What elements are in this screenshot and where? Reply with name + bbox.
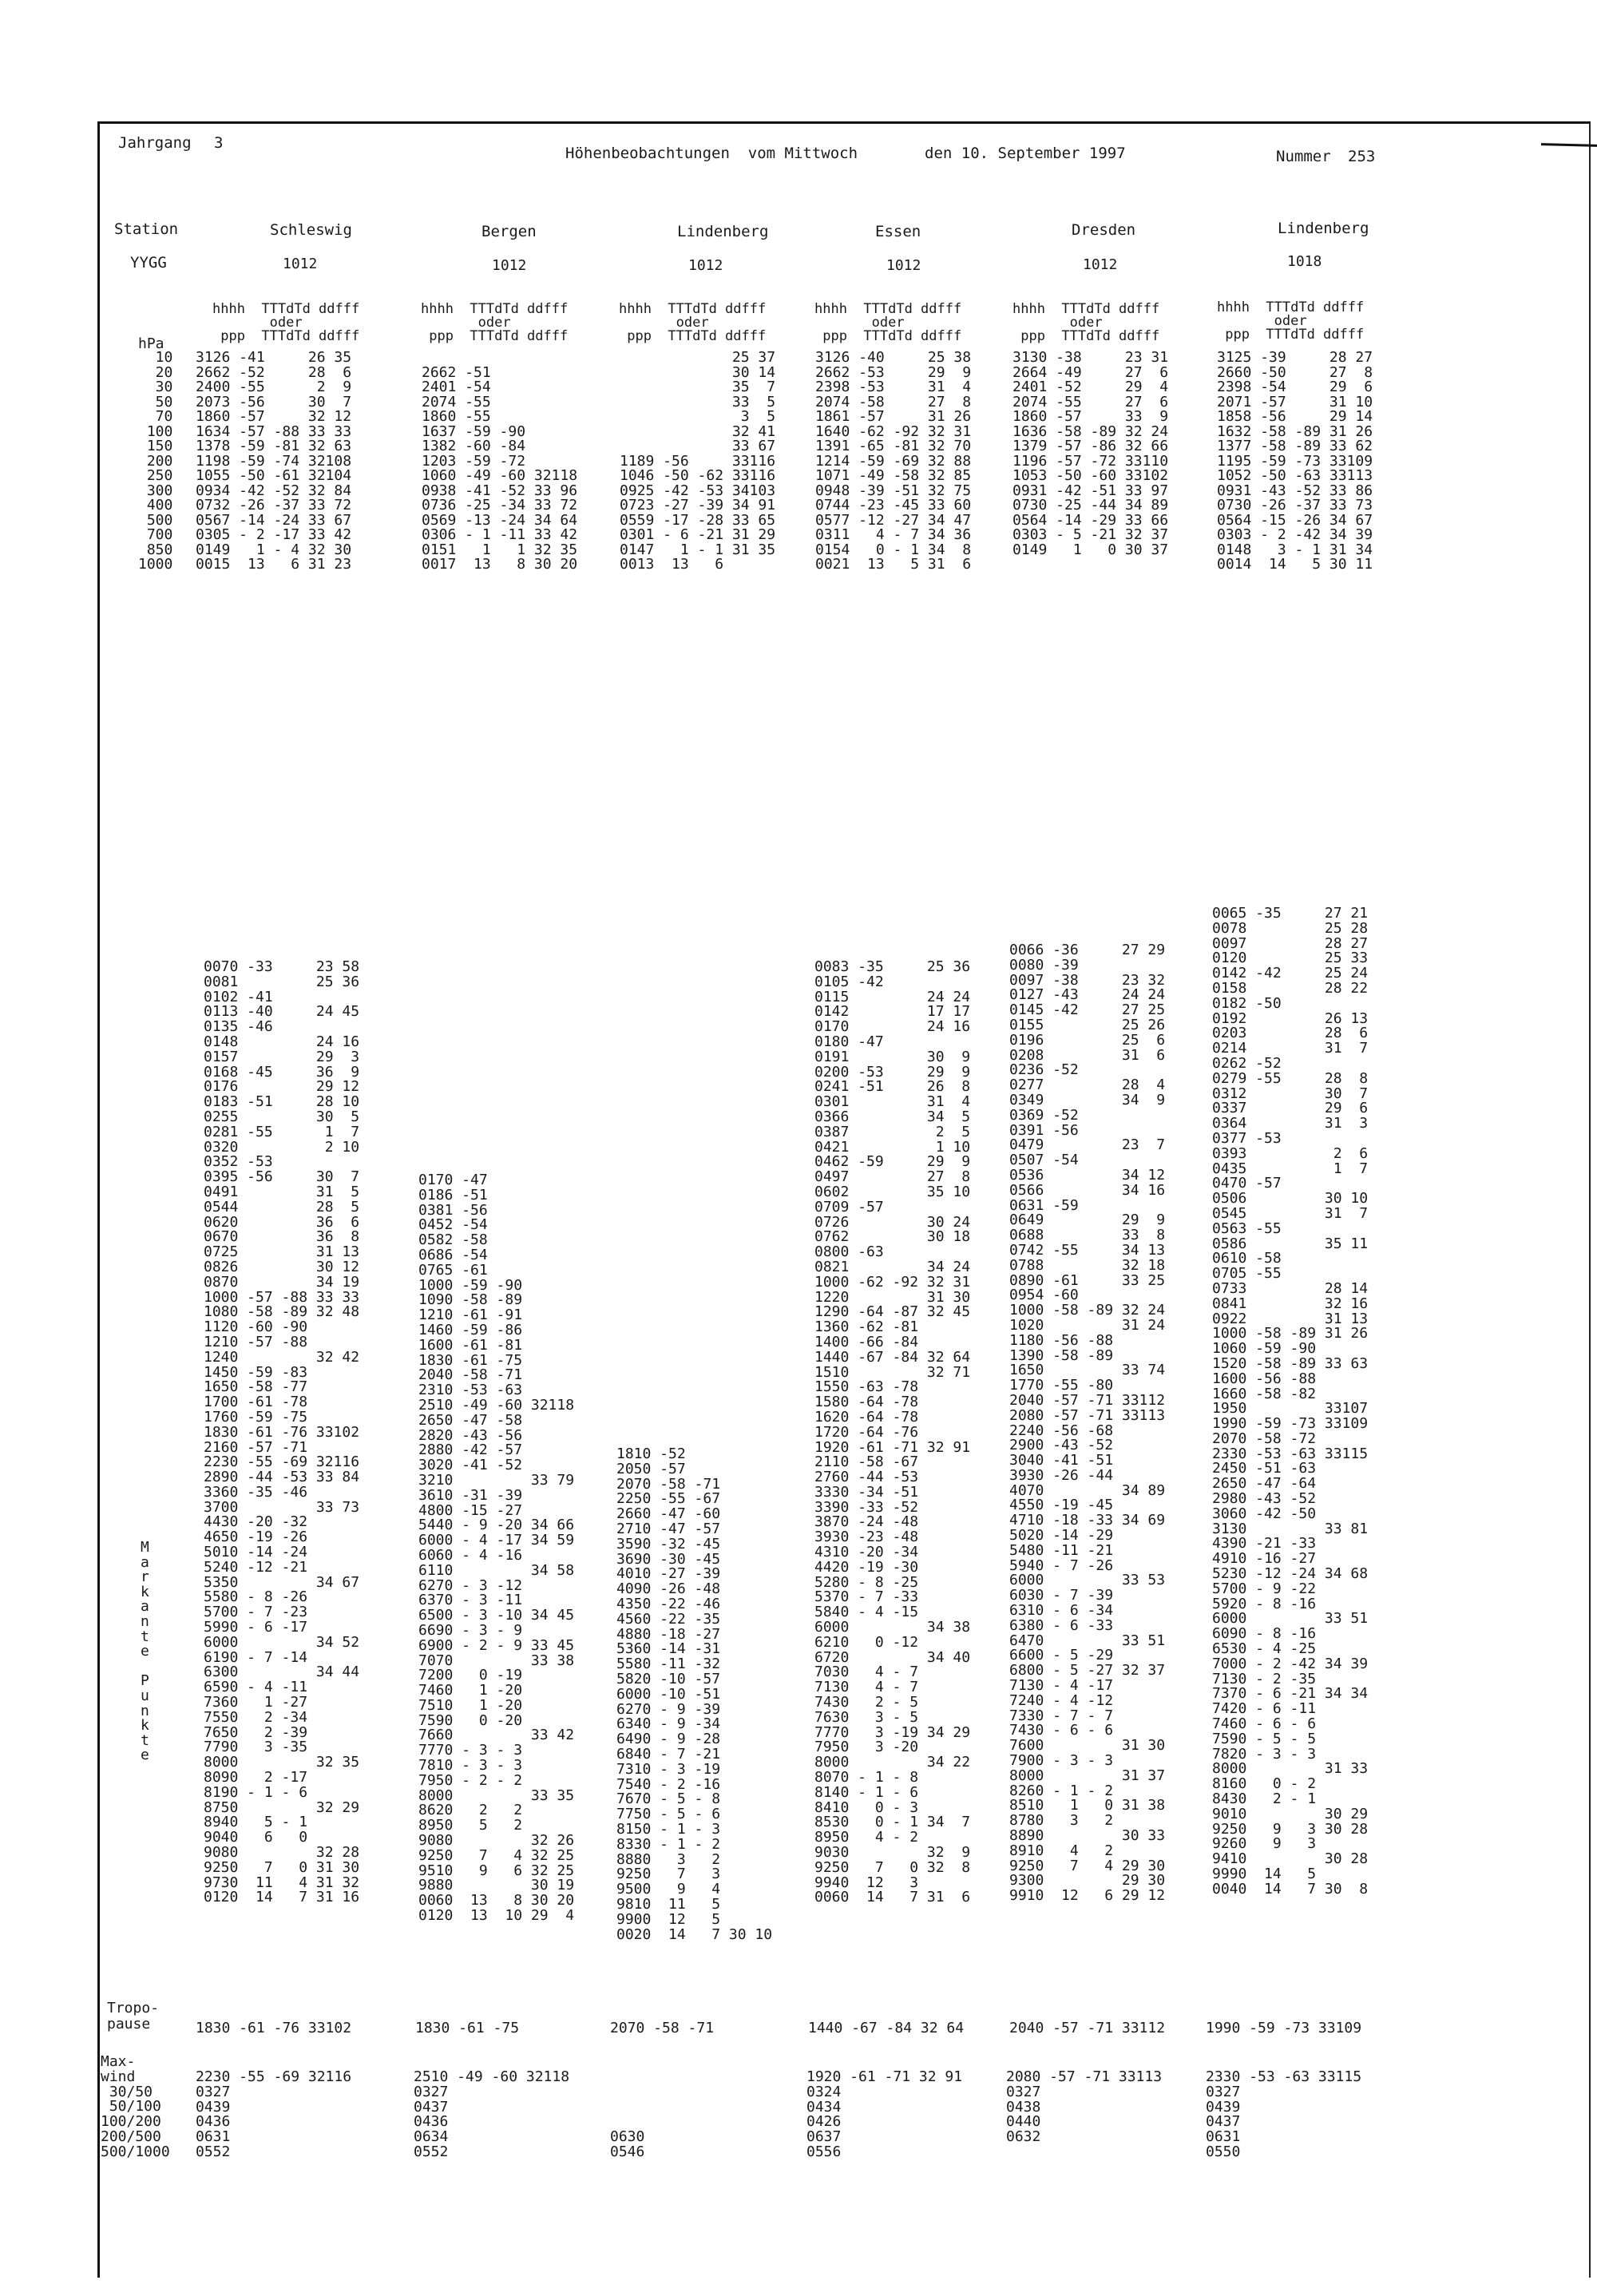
column-heads: hhhh TTTdTd ddfff oder ppp TTTdTd ddfff: [619, 301, 767, 344]
station-label: Station: [114, 220, 179, 238]
station-main-levels: 3130 -38 23 31 2664 -49 27 6 2401 -52 29 4 2074 -55 27 6 1860 -57 33 9 1636 -58 -89 32 24 1379 -57 -86 32 66 1196 -57 -72 33110 1053 -50 -60 33102 0931 -42 -51 33 97 0730 -25 -44 34 89 0564 -14 -29 33 66 0303 - 5 -21 32 37 0149 1 0 30 37: [1012, 349, 1169, 558]
station-code: 1012: [1083, 256, 1118, 273]
station-maxwind: 0630 0546: [610, 2128, 645, 2160]
station-tropopause: 1830 -61 -75: [415, 2020, 520, 2036]
column-heads: hhhh TTTdTd ddfff oder ppp TTTdTd ddfff: [421, 301, 569, 344]
station-significant-points: 0170 -47 0186 -51 0381 -56 0452 -54 0582 -58 0686 -54 0765 -61 1000 -59 -90 1090 -58 -89 1210 -61 -91 1460 -59 -86 1600 -61 -81 1830 -61 -75 2040 -58 -71 2310 -53 -63 2510 -49 -60 32118 2650 -47 -58 2820 -43 -56 2880 -42 -57 3020 -41 -52 3210 33 79 3610 -31 -39 4800 -15 -27 5440 - 9 -20 34 66 6000 - 4 -17 34 59 6060 - 4 -16 6110 34 58 6270 - 3 -12 6370 - 3 -11 6500 - 3 -10 34 45 6690 - 3 - 9 6900 - 2 - 9 33 45 7070 33 38 7200 0 -19 7460 1 -20 7510 1 -20 7590 0 -20 7660 33 42 7770 - 3 - 3 7810 - 3 - 3 7950 - 2 - 2 8000 33 35 8620 2 2 8950 5 2 9080 32 26 9250 7 4 32 25 9510 9 6 32 25 9880 30 19 0060 13 8 30 20 0120 13 10 29 4: [418, 1172, 575, 1925]
pressure-levels: 10 20 30 50 70 100 150 200 250 300 400 500 700 850 1000: [138, 349, 173, 573]
tropopause-label: Tropo- pause: [107, 2000, 160, 2032]
column-heads: hhhh TTTdTd ddfff oder ppp TTTdTd ddfff: [212, 301, 360, 344]
maxwind-label: Max- wind 30/50 50/100 100/200 200/500 500/1000: [101, 2053, 170, 2160]
station-maxwind: 2330 -53 -63 33115 0327 0439 0437 0631 0550: [1206, 2068, 1362, 2160]
station-tropopause: 1990 -59 -73 33109: [1206, 2020, 1362, 2036]
station-main-levels: 25 37 30 14 35 7 33 5 3 5 32 41 33 67 1189 -56 33116 1046 -50 -62 33116 0925 -42 -53 34103 0723 -27 -39 34 91 0559 -17 -28 33 65 0301 - 6 -21 31 29 0147 1 - 1 31 35 0013 13 6: [620, 349, 776, 573]
station-main-levels: 3126 -41 26 35 2662 -52 28 6 2400 -55 2 9 2073 -56 30 7 1860 -57 32 12 1634 -57 -88 33 33 1378 -59 -81 32 63 1198 -59 -74 32108 1055 -50 -61 32104 0934 -42 -52 32 84 0732 -26 -37 33 72 0567 -14 -24 33 67 0305 - 2 -17 33 42 0149 1 - 4 32 30 0015 13 6 31 23: [196, 349, 352, 573]
jahrgang-value: 3: [214, 134, 224, 152]
station-significant-points: 0066 -36 27 29 0080 -39 0097 -38 23 32 0127 -43 24 24 0145 -42 27 25 0155 25 26 0196 25 6 0208 31 6 0236 -52 0277 28 4 0349 34 9 0369 -52 0391 -56 0479 23 7 0507 -54 0536 34 12 0566 34 16 0631 -59 0649 29 9 0688 33 8 0742 -55 34 13 0788 32 18 0890 -61 33 25 0954 -60 1000 -58 -89 32 24 1020 31 24 1180 -56 -88 1390 -58 -89 1650 33 74 1770 -55 -80 2040 -57 -71 33112 2080 -57 -71 33113 2240 -56 -68 2900 -43 -52 3040 -41 -51 3930 -26 -44 4070 34 89 4550 -19 -45 4710 -18 -33 34 69 5020 -14 -29 5480 -11 -21 5940 - 7 -26 6000 33 53 6030 - 7 -39 6310 - 6 -34 6380 - 6 -33 6470 33 51 6600 - 5 -29 6800 - 5 -27 32 37 7130 - 4 -17 7240 - 4 -12 7330 - 7 - 7 7430 - 6 - 6 7600 31 30 7900 - 3 - 3 8000 31 37 8260 - 1 - 2 8510 1 0 31 38 8780 3 2 8890 30 33 8910 4 2 9250 7 4 29 30 9300 29 30 9910 12 6 29 12: [1009, 942, 1166, 1905]
station-main-levels: 2662 -51 2401 -54 2074 -55 1860 -55 1637 -59 -90 1382 -60 -84 1203 -59 -72 1060 -49 -60 32118 0938 -41 -52 33 96 0736 -25 -34 33 72 0569 -13 -24 34 64 0306 - 1 -11 33 42 0151 1 1 32 35 0017 13 8 30 20: [422, 363, 578, 573]
jahrgang-label: Jahrgang: [118, 134, 192, 152]
station-significant-points: 0070 -33 23 58 0081 25 36 0102 -41 0113 -40 24 45 0135 -46 0148 24 16 0157 29 3 0168 -45 36 9 0176 29 12 0183 -51 28 10 0255 30 5 0281 -55 1 7 0320 2 10 0352 -53 0395 -56 30 7 0491 31 5 0544 28 5 0620 36 6 0670 36 8 0725 31 13 0826 30 12 0870 34 19 1000 -57 -88 33 33 1080 -58 -89 32 48 1120 -60 -90 1210 -57 -88 1240 32 42 1450 -59 -83 1650 -58 -77 1700 -61 -78 1760 -59 -75 1830 -61 -76 33102 2160 -57 -71 2230 -55 -69 32116 2890 -44 -53 33 84 3360 -35 -46 3700 33 73 4430 -20 -32 4650 -19 -26 5010 -14 -24 5240 -12 -21 5350 34 67 5580 - 8 -26 5700 - 7 -23 5990 - 6 -17 6000 34 52 6190 - 7 -14 6300 34 44 6590 - 4 -11 7360 1 -27 7550 2 -34 7650 2 -39 7790 3 -35 8000 32 35 8090 2 -17 8190 - 1 - 6 8750 32 29 8940 5 - 1 9040 6 0 9080 32 28 9250 7 0 31 30 9730 11 4 31 32 0120 14 7 31 16: [204, 958, 360, 1906]
station-code: 1012: [283, 256, 318, 272]
station-significant-points: 0065 -35 27 21 0078 25 28 0097 28 27 0120 25 33 0142 -42 25 24 0158 28 22 0182 -50 0192 26 13 0203 28 6 0214 31 7 0262 -52 0279 -55 28 8 0312 30 7 0337 29 6 0364 31 3 0377 -53 0393 2 6 0435 1 7 0470 -57 0506 30 10 0545 31 7 0563 -55 0586 35 11 0610 -58 0705 -55 0733 28 14 0841 32 16 0922 31 13 1000 -58 -89 31 26 1060 -59 -90 1520 -58 -89 33 63 1600 -56 -88 1660 -58 -82 1950 33107 1990 -59 -73 33109 2070 -58 -72 2330 -53 -63 33115 2450 -51 -63 2650 -47 -64 2980 -43 -52 3060 -42 -50 3130 33 81 4390 -21 -33 4910 -16 -27 5230 -12 -24 34 68 5700 - 9 -22 5920 - 8 -16 6000 33 51 6090 - 8 -16 6530 - 4 -25 7000 - 2 -42 34 39 7130 - 2 -35 7370 - 6 -21 34 34 7420 - 6 -11 7460 - 6 - 6 7590 - 5 - 5 7820 - 3 - 3 8000 31 33 8160 0 - 2 8430 2 - 1 9010 30 29 9250 9 3 30 28 9260 9 3 9410 30 28 9990 14 5 0040 14 7 30 8: [1212, 905, 1369, 1897]
column-heads: hhhh TTTdTd ddfff oder ppp TTTdTd ddfff: [1217, 299, 1365, 343]
station-tropopause: 2070 -58 -71: [610, 2020, 715, 2036]
station-main-levels: 3125 -39 28 27 2660 -50 27 8 2398 -54 29 6 2071 -57 31 10 1858 -56 29 14 1632 -58 -89 31 26 1377 -58 -89 33 62 1195 -59 -73 33109 1052 -50 -63 33113 0931 -43 -52 33 86 0730 -26 -37 33 73 0564 -15 -26 34 67 0303 - 2 -42 34 39 0148 3 - 1 31 34 0014 14 5 30 11: [1217, 349, 1373, 573]
column-heads: hhhh TTTdTd ddfff oder ppp TTTdTd ddfff: [814, 301, 962, 344]
column-heads: hhhh TTTdTd ddfff oder ppp TTTdTd ddfff: [1012, 301, 1160, 344]
page-date: den 10. September 1997: [925, 145, 1126, 162]
station-maxwind: 2510 -49 -60 32118 0327 0437 0436 0634 0552: [414, 2068, 570, 2160]
station-name: Lindenberg: [1278, 220, 1369, 237]
station-significant-points: 0083 -35 25 36 0105 -42 0115 24 24 0142 17 17 0170 24 16 0180 -47 0191 30 9 0200 -53 29 9 0241 -51 26 8 0301 31 4 0366 34 5 0387 2 5 0421 1 10 0462 -59 29 9 0497 27 8 0602 35 10 0709 -57 0726 30 24 0762 30 18 0800 -63 0821 34 24 1000 -62 -92 32 31 1220 31 30 1290 -64 -87 32 45 1360 -62 -81 1400 -66 -84 1440 -67 -84 32 64 1510 32 71 1550 -63 -78 1580 -64 -78 1620 -64 -78 1720 -64 -76 1920 -61 -71 32 91 2110 -58 -67 2760 -44 -53 3330 -34 -51 3390 -33 -52 3870 -24 -48 3930 -23 -48 4310 -20 -34 4420 -19 -30 5280 - 8 -25 5370 - 7 -33 5840 - 4 -15 6000 34 38 6210 0 -12 6720 34 40 7030 4 - 7 7130 4 - 7 7430 2 - 5 7630 3 - 5 7770 3 -19 34 29 7950 3 -20 8000 34 22 8070 - 1 - 8 8140 - 1 - 6 8410 0 - 3 8530 0 - 1 34 7 8950 4 - 2 9030 32 9 9250 7 0 32 8 9940 12 3 0060 14 7 31 6: [814, 958, 971, 1906]
station-main-levels: 3126 -40 25 38 2662 -53 29 9 2398 -53 31 4 2074 -58 27 8 1861 -57 31 26 1640 -62 -92 32 31 1391 -65 -81 32 70 1214 -59 -69 32 88 1071 -49 -58 32 85 0948 -39 -51 32 75 0744 -23 -45 33 60 0577 -12 -27 34 47 0311 4 - 7 34 36 0154 0 - 1 34 8 0021 13 5 31 6: [815, 349, 972, 573]
page-title: Höhenbeobachtungen vom Mittwoch: [565, 145, 858, 162]
station-name: Essen: [875, 223, 921, 240]
station-name: Bergen: [481, 223, 537, 240]
station-maxwind: 1920 -61 -71 32 91 0324 0434 0426 0637 0556: [806, 2068, 963, 2160]
nummer-label: Nummer: [1276, 148, 1331, 165]
hpa-label: hPa: [138, 335, 164, 352]
station-maxwind: 2080 -57 -71 33113 0327 0438 0440 0632: [1006, 2068, 1163, 2146]
nummer-value: 253: [1348, 148, 1376, 165]
station-tropopause: 1440 -67 -84 32 64: [808, 2020, 965, 2036]
markante-punkte-label: M a r k a n t e P u n k t e: [141, 1539, 149, 1764]
station-name: Schleswig: [270, 221, 352, 239]
station-tropopause: 1830 -61 -76 33102: [196, 2020, 352, 2036]
station-maxwind: 2230 -55 -69 32116 0327 0439 0436 0631 0552: [196, 2068, 352, 2160]
yygg-label: YYGG: [130, 254, 167, 272]
station-name: Dresden: [1072, 221, 1136, 239]
station-name: Lindenberg: [677, 223, 769, 240]
station-code: 1012: [492, 257, 527, 274]
station-code: 1012: [688, 257, 723, 274]
station-significant-points: 1810 -52 2050 -57 2070 -58 -71 2250 -55 -67 2660 -47 -60 2710 -47 -57 3590 -32 -45 3690 -30 -45 4010 -27 -39 4090 -26 -48 4350 -22 -46 4560 -22 -35 4880 -18 -27 5360 -14 -31 5580 -11 -32 5820 -10 -57 6000 -10 -51 6270 - 9 -39 6340 - 9 -34 6490 - 9 -28 6840 - 7 -21 7310 - 3 -19 7540 - 2 -16 7670 - 5 - 8 7750 - 5 - 6 8150 - 1 - 3 8330 - 1 - 2 8880 3 2 9250 7 3 9500 9 4 9810 11 5 9900 12 5 0020 14 7 30 10: [616, 1445, 773, 1943]
station-code: 1018: [1287, 253, 1322, 270]
station-tropopause: 2040 -57 -71 33112: [1009, 2020, 1166, 2036]
station-code: 1012: [886, 257, 921, 274]
